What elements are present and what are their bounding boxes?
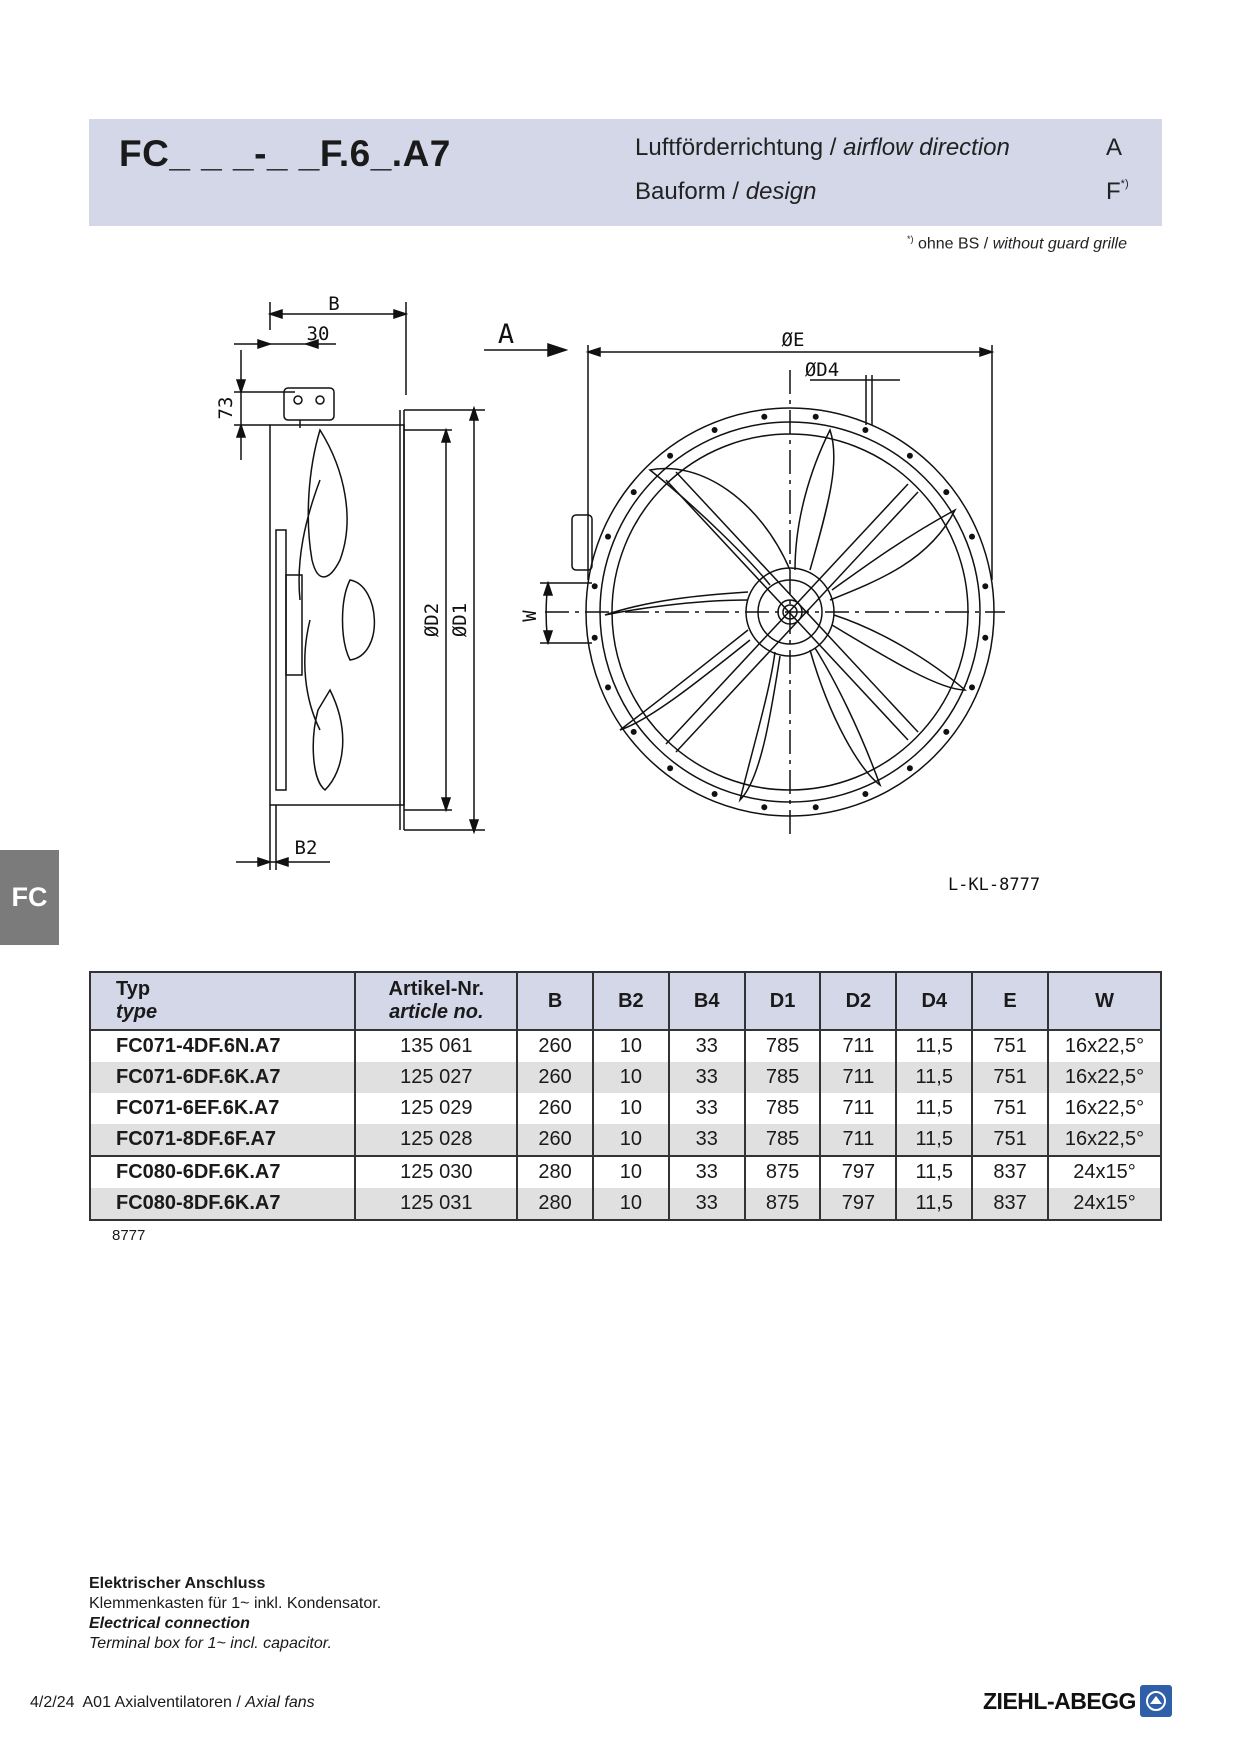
table-cell: 33 <box>669 1188 745 1220</box>
table-cell: 711 <box>820 1030 896 1062</box>
table-row <box>90 1188 1161 1220</box>
table-cell: 785 <box>745 1124 821 1156</box>
table-cell: 751 <box>972 1062 1048 1093</box>
table-cell: 10 <box>593 1124 669 1156</box>
col-header-w: W <box>1048 972 1161 1030</box>
bolt-hole <box>667 765 673 771</box>
bolt-hole <box>813 804 819 810</box>
footnote: *) ohne BS / without guard grille <box>907 234 1127 253</box>
table-cell: 280 <box>517 1156 593 1188</box>
table-cell: 260 <box>517 1124 593 1156</box>
dim-d1-label: ØD1 <box>449 602 471 638</box>
electrical-text-en: Terminal box for 1~ incl. capacitor. <box>89 1635 332 1652</box>
table-cell: 33 <box>669 1062 745 1093</box>
table-cell: 16x22,5° <box>1048 1062 1161 1093</box>
electrical-text-de: Klemmenkasten für 1~ inkl. Kondensator. <box>89 1595 382 1612</box>
type-cell: FC080-8DF.6K.A7 <box>90 1188 355 1220</box>
brand-logo-icon <box>1140 1685 1172 1717</box>
type-cell: FC071-4DF.6N.A7 <box>90 1030 355 1062</box>
table-header-row <box>90 972 1161 1030</box>
table-cell: 711 <box>820 1062 896 1093</box>
bolt-hole <box>761 414 767 420</box>
dim-b-label: B <box>328 293 340 315</box>
type-cell: FC071-8DF.6F.A7 <box>90 1124 355 1156</box>
table-cell: 797 <box>820 1188 896 1220</box>
table-cell: 16x22,5° <box>1048 1030 1161 1062</box>
bolt-hole <box>592 635 598 641</box>
table-ref: 8777 <box>112 1227 146 1244</box>
type-cell: FC080-6DF.6K.A7 <box>90 1156 355 1188</box>
table-cell: 260 <box>517 1093 593 1124</box>
table-cell: 875 <box>745 1156 821 1188</box>
brand-logo: ZIEHL-ABEGG <box>983 1685 1172 1717</box>
table-cell: 125 027 <box>355 1062 517 1093</box>
table-cell: 125 028 <box>355 1124 517 1156</box>
bolt-hole <box>813 414 819 420</box>
bolt-hole <box>982 583 988 589</box>
table-cell: 711 <box>820 1124 896 1156</box>
bolt-hole <box>631 489 637 495</box>
bolt-hole <box>907 765 913 771</box>
table-cell: 797 <box>820 1156 896 1188</box>
table-cell: 11,5 <box>896 1188 972 1220</box>
type-cell: FC071-6EF.6K.A7 <box>90 1093 355 1124</box>
bolt-hole <box>712 791 718 797</box>
bolt-hole <box>605 534 611 540</box>
table-cell: 11,5 <box>896 1093 972 1124</box>
col-header-d2: D2 <box>820 972 896 1030</box>
table-cell: 24x15° <box>1048 1156 1161 1188</box>
table-cell: 711 <box>820 1093 896 1124</box>
design-value: F*) <box>1106 178 1129 205</box>
section-de: A01 Axialventilatoren / <box>82 1694 241 1711</box>
table-cell: 125 030 <box>355 1156 517 1188</box>
electrical-title-de: Elektrischer Anschluss <box>89 1575 266 1592</box>
airflow-arrow-label: A <box>497 319 515 350</box>
col-header-d4: D4 <box>896 972 972 1030</box>
table-cell: 837 <box>972 1156 1048 1188</box>
electrical-connection <box>89 1574 381 1654</box>
table-cell: 785 <box>745 1062 821 1093</box>
dim-d4-label: ØD4 <box>804 359 840 381</box>
bolt-hole <box>862 791 868 797</box>
bolt-hole <box>907 453 913 459</box>
dim-e-label: ØE <box>781 329 805 351</box>
table-row <box>90 1124 1161 1156</box>
table-cell: 785 <box>745 1093 821 1124</box>
bolt-hole <box>982 635 988 641</box>
dim-w-label: W <box>519 610 541 622</box>
table-cell: 33 <box>669 1093 745 1124</box>
spec-table <box>89 971 1162 1221</box>
table-cell: 751 <box>972 1093 1048 1124</box>
table-cell: 11,5 <box>896 1030 972 1062</box>
col-header-e: E <box>972 972 1048 1030</box>
bolt-hole <box>761 804 767 810</box>
table-row <box>90 1093 1161 1124</box>
drawing-ref: L-KL-8777 <box>947 875 1041 895</box>
design-label: Bauform / design <box>635 178 817 205</box>
table-cell: 751 <box>972 1124 1048 1156</box>
table-cell: 785 <box>745 1030 821 1062</box>
col-header-b4: B4 <box>669 972 745 1030</box>
airflow-label: Luftförderrichtung / airflow direction <box>635 134 1010 161</box>
table-cell: 10 <box>593 1062 669 1093</box>
table-cell: 10 <box>593 1156 669 1188</box>
table-cell: 24x15° <box>1048 1188 1161 1220</box>
table-cell: 10 <box>593 1093 669 1124</box>
table-cell: 10 <box>593 1030 669 1062</box>
bolt-hole <box>592 583 598 589</box>
table-cell: 33 <box>669 1124 745 1156</box>
table-cell: 11,5 <box>896 1124 972 1156</box>
bolt-hole <box>943 489 949 495</box>
table-cell: 260 <box>517 1062 593 1093</box>
dim-d2-label: ØD2 <box>421 602 443 638</box>
model-title: FC_ _ _-_ _F.6_.A7 <box>119 133 451 174</box>
table-cell: 11,5 <box>896 1156 972 1188</box>
table-cell: 280 <box>517 1188 593 1220</box>
bolt-hole <box>969 684 975 690</box>
table-cell: 16x22,5° <box>1048 1093 1161 1124</box>
section-en: Axial fans <box>245 1694 315 1711</box>
table-cell: 837 <box>972 1188 1048 1220</box>
airflow-value: A <box>1106 134 1123 161</box>
bolt-hole <box>862 427 868 433</box>
table-cell: 33 <box>669 1156 745 1188</box>
col-header-d1: D1 <box>745 972 821 1030</box>
table-cell: 135 061 <box>355 1030 517 1062</box>
table-cell: 260 <box>517 1030 593 1062</box>
table-row <box>90 1030 1161 1062</box>
bolt-hole <box>712 427 718 433</box>
page-footer <box>30 1694 315 1712</box>
table-cell: 11,5 <box>896 1062 972 1093</box>
table-cell: 751 <box>972 1030 1048 1062</box>
table-cell: 125 029 <box>355 1093 517 1124</box>
page-number: 4/2/24 <box>30 1694 75 1711</box>
col-header-b2: B2 <box>593 972 669 1030</box>
table-cell: 16x22,5° <box>1048 1124 1161 1156</box>
side-tab[interactable]: FC <box>0 850 59 945</box>
type-cell: FC071-6DF.6K.A7 <box>90 1062 355 1093</box>
electrical-title-en: Electrical connection <box>89 1615 250 1632</box>
table-row <box>90 1156 1161 1188</box>
table-cell: 875 <box>745 1188 821 1220</box>
dim-73-label: 73 <box>215 396 237 420</box>
table-cell: 33 <box>669 1030 745 1062</box>
dim-b2-label: B2 <box>294 837 318 859</box>
dim-30-label: 30 <box>306 323 330 345</box>
col-header-article: Artikel-Nr. article no. <box>355 972 517 1030</box>
bolt-hole <box>605 684 611 690</box>
bolt-hole <box>667 453 673 459</box>
bolt-hole <box>631 729 637 735</box>
table-cell: 125 031 <box>355 1188 517 1220</box>
table-cell: 10 <box>593 1188 669 1220</box>
table-row <box>90 1062 1161 1093</box>
col-header-type: Typ type <box>90 972 355 1030</box>
col-header-b: B <box>517 972 593 1030</box>
bolt-hole <box>943 729 949 735</box>
bolt-hole <box>969 534 975 540</box>
